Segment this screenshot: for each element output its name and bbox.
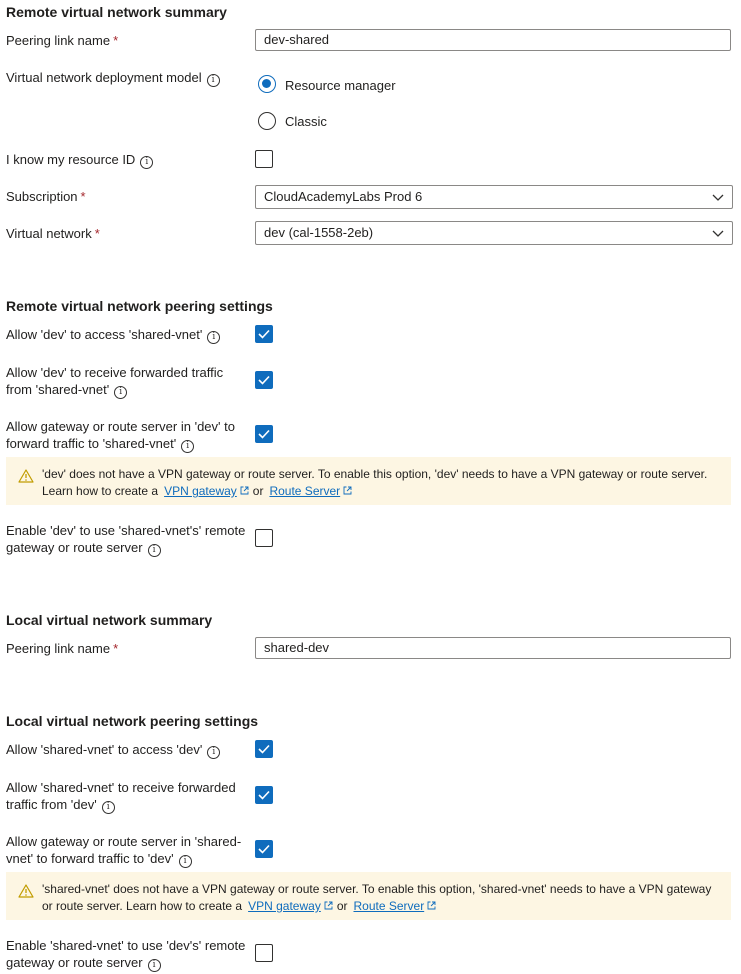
route-server-link[interactable]: Route Server [269,484,341,498]
radio-resource-manager-label: Resource manager [285,78,396,93]
local-use-gateway-label: Enable 'shared-vnet' to use 'dev's' remote gateway or route server i [6,938,246,970]
warning-icon [18,469,34,483]
remote-peering-title: Remote virtual network peering settings [6,298,273,314]
radio-resource-manager[interactable] [258,75,276,93]
resource-id-checkbox[interactable] [255,150,273,168]
external-link-icon [427,901,436,910]
info-icon[interactable]: i [102,801,115,814]
checkmark-icon [258,790,270,800]
remote-allow-gateway-checkbox[interactable] [255,425,273,443]
route-server-link[interactable]: Route Server [353,899,425,913]
required-marker: * [113,641,119,656]
virtual-network-value: dev (cal-1558-2eb) [264,225,374,240]
info-icon[interactable]: i [181,440,194,453]
local-use-gateway-checkbox[interactable] [255,944,273,962]
info-icon[interactable]: i [207,74,220,87]
required-marker: * [94,226,100,241]
remote-allow-access-checkbox[interactable] [255,325,273,343]
remote-summary-title: Remote virtual network summary [6,4,227,20]
remote-allow-forwarded-label: Allow 'dev' to receive forwarded traffic from 'shared-vnet' i [6,365,224,397]
info-icon[interactable]: i [179,855,192,868]
virtual-network-dropdown[interactable] [255,221,733,245]
remote-warning-text: 'dev' does not have a VPN gateway or route server. To enable this option, 'dev' needs to have a VPN gateway or route server. Learn how to create a [42,467,708,498]
checkmark-icon [258,429,270,439]
required-marker: * [80,189,86,204]
external-link-icon [240,486,249,495]
remote-peering-link-label: Peering link name * [6,33,119,48]
deployment-model-label: Virtual network deployment model i [6,69,246,87]
resource-id-label: I know my resource ID i [6,151,246,169]
remote-allow-forwarded-checkbox[interactable] [255,371,273,389]
info-icon[interactable]: i [207,746,220,759]
vpn-gateway-link[interactable]: VPN gateway [164,484,237,498]
info-icon[interactable]: i [114,386,127,399]
local-allow-gateway-label: Allow gateway or route server in 'shared-vnet' to forward traffic to 'dev' i [6,834,242,866]
or-text: or [336,899,348,913]
local-allow-forwarded-checkbox[interactable] [255,786,273,804]
local-allow-forwarded-label: Allow 'shared-vnet' to receive forwarded traffic from 'dev' i [6,780,236,812]
external-link-icon [324,901,333,910]
info-icon[interactable]: i [207,331,220,344]
info-icon[interactable]: i [148,544,161,557]
checkmark-icon [258,844,270,854]
external-link-icon [343,486,352,495]
checkmark-icon [258,329,270,339]
remote-warning-banner [6,457,731,505]
local-peering-title: Local virtual network peering settings [6,713,259,729]
radio-classic-label: Classic [285,114,327,129]
local-peering-link-label: Peering link name * [6,641,119,656]
local-allow-gateway-checkbox[interactable] [255,840,273,858]
checkmark-icon [258,375,270,385]
remote-peering-link-input[interactable]: dev-shared [255,29,731,51]
chevron-down-icon [712,227,724,239]
subscription-dropdown[interactable] [255,185,733,209]
info-icon[interactable]: i [140,156,153,169]
subscription-label: Subscription * [6,189,86,204]
local-peering-link-input[interactable]: shared-dev [255,637,731,659]
info-icon[interactable]: i [148,959,161,972]
local-warning-banner [6,872,731,920]
local-summary-title: Local virtual network summary [6,612,213,628]
remote-use-gateway-checkbox[interactable] [255,529,273,547]
remote-allow-access-label: Allow 'dev' to access 'shared-vnet' i [6,326,246,344]
warning-icon [18,884,34,898]
local-allow-access-checkbox[interactable] [255,740,273,758]
required-marker: * [113,33,119,48]
chevron-down-icon [712,191,724,203]
checkmark-icon [258,744,270,754]
subscription-value: CloudAcademyLabs Prod 6 [264,189,423,204]
radio-classic[interactable] [258,112,276,130]
remote-allow-gateway-label: Allow gateway or route server in 'dev' to forward traffic to 'shared-vnet' i [6,419,235,451]
remote-use-gateway-label: Enable 'dev' to use 'shared-vnet's' remote gateway or route server i [6,523,246,555]
local-warning-text: 'shared-vnet' does not have a VPN gateway or route server. To enable this option, 'shared-vnet' needs to have a VPN gateway or route server. Learn how to create a [42,882,712,913]
or-text: or [252,484,264,498]
virtual-network-label: Virtual network * [6,226,100,241]
local-allow-access-label: Allow 'shared-vnet' to access 'dev' i [6,741,246,759]
vpn-gateway-link[interactable]: VPN gateway [248,899,321,913]
